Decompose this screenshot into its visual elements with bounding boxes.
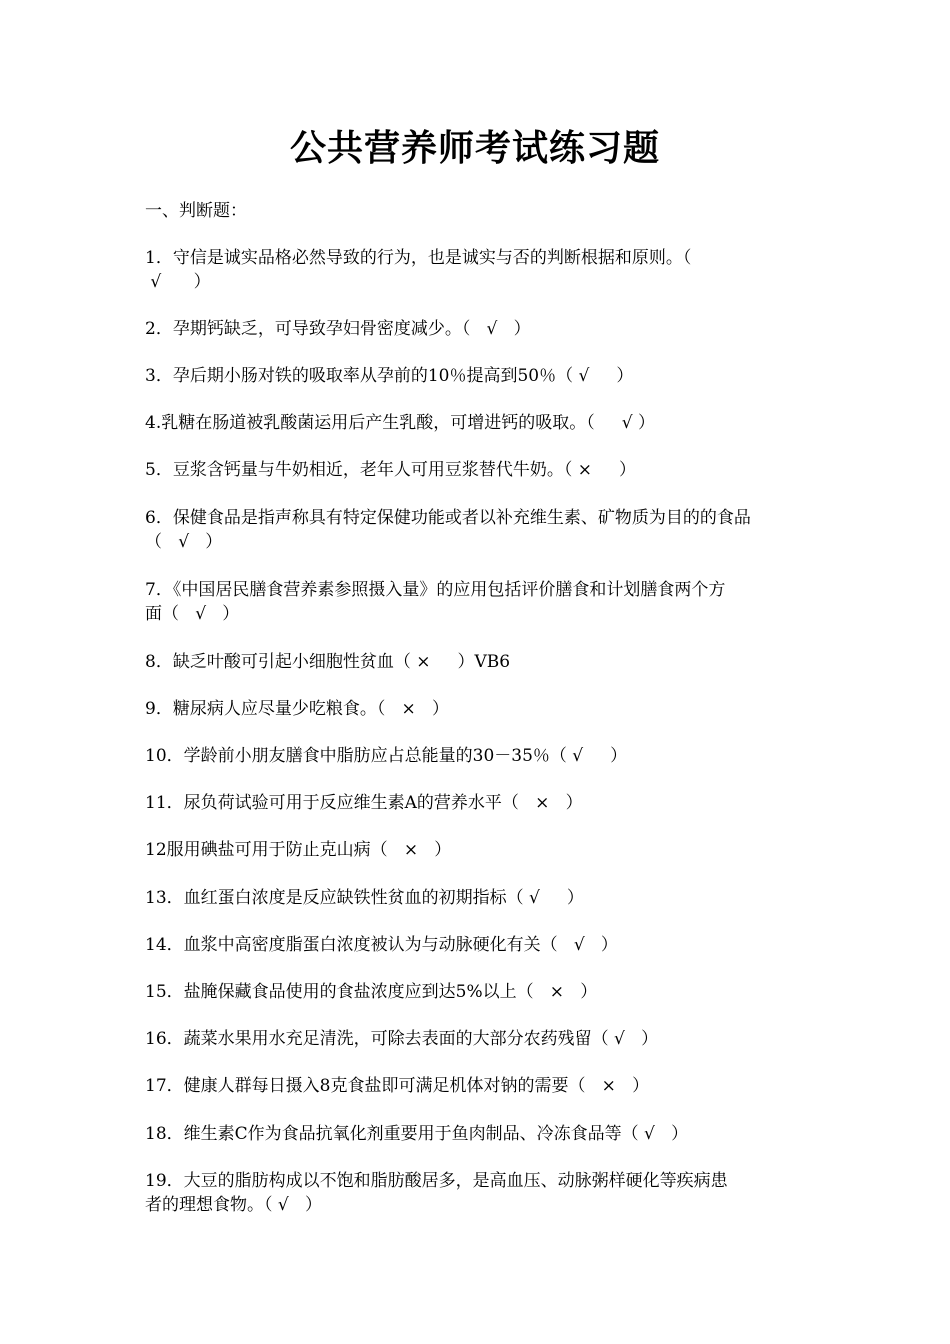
question-item: 4.乳糖在肠道被乳酸菌运用后产生乳酸，可增进钙的吸取。（ √ ） [145,413,655,433]
question-item: 6．保健食品是指声称具有特定保健功能或者以补充维生素、矿物质为目的的食品 （ √ ） [145,508,751,552]
question-item: 10．学龄前小朋友膳食中脂肪应占总能量的30－35％（ √ ） [145,746,628,766]
question-item: 14．血浆中高密度脂蛋白浓度被认为与动脉硬化有关（ √ ） [145,935,618,955]
question-item: 12服用碘盐可用于防止克山病（ × ） [145,840,452,860]
question-item: 17．健康人群每日摄入8克食盐即可满足机体对钠的需要（ × ） [145,1076,650,1096]
question-item: 16．蔬菜水果用水充足清洗，可除去表面的大部分农药残留（ √ ） [145,1029,659,1049]
page-title: 公共营养师考试练习题 [289,127,660,169]
question-item: 2．孕期钙缺乏，可导致孕妇骨密度减少。（ √ ） [145,319,531,339]
question-item: 18．维生素C作为食品抗氧化剂重要用于鱼肉制品、冷冻食品等（ √ ） [145,1124,689,1144]
question-item: 8．缺乏叶酸可引起小细胞性贫血（ × ）VB6 [145,652,511,672]
question-item: 11．尿负荷试验可用于反应维生素A的营养水平（ × ） [145,793,583,813]
question-item: 7．《中国居民膳食营养素参照摄入量》的应用包括评价膳食和计划膳食两个方 面（ √ ） [145,580,726,624]
question-item: 13．血红蛋白浓度是反应缺铁性贫血的初期指标（ √ ） [145,888,584,908]
section-heading: 一、判断题： [145,201,247,221]
question-item: 15．盐腌保藏食品使用的食盐浓度应到达5%以上（ × ） [145,982,598,1002]
question-item: 5．豆浆含钙量与牛奶相近，老年人可用豆浆替代牛奶。（ × ） [145,460,636,480]
question-item: 9．糖尿病人应尽量少吃粮食。（ × ） [145,699,449,719]
question-item: 3．孕后期小肠对铁的吸取率从孕前的10％提高到50％（ √ ） [145,366,634,386]
question-item: 19．大豆的脂肪构成以不饱和脂肪酸居多，是高血压、动脉粥样硬化等疾病患 者的理想食物。（ √ ） [145,1171,728,1215]
question-item: 1．守信是诚实品格必然导致的行为，也是诚实与否的判断根据和原则。（ √ ） [145,248,692,292]
